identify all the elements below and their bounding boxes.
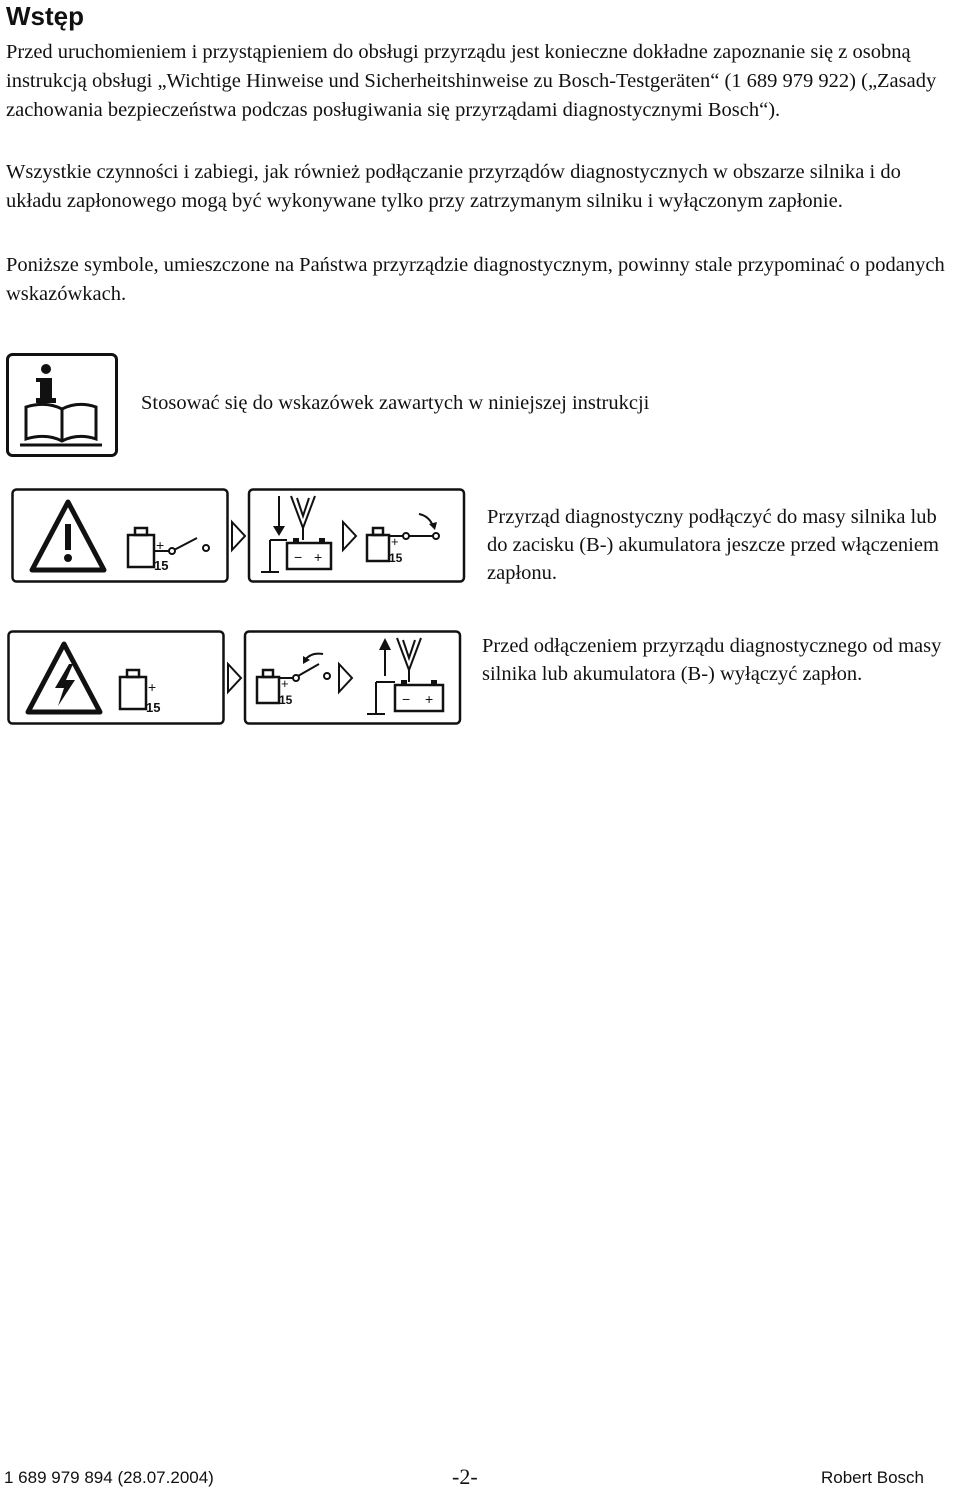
page-title: Wstęp (6, 1, 84, 31)
terminal-15-label-3: 15 (146, 700, 161, 715)
connect-ground-icon (11, 488, 466, 583)
disconnect-ground-icon (7, 630, 462, 725)
terminal-15-label-2: 15 (389, 551, 403, 565)
terminal-plus-3: + (148, 679, 157, 695)
battery-plus-label-2: + (425, 691, 434, 707)
terminal-15-label-4: 15 (279, 693, 293, 707)
footer-doc-number: 1 689 979 894 (28.07.2004) (4, 1468, 214, 1487)
page-footer (0, 1464, 960, 1494)
footer-company: Robert Bosch (821, 1468, 924, 1487)
intro-paragraph: Przed uruchomieniem i przystąpieniem do obsługi przyrządu jest konieczne dokładne zapoznanie się z osobną instrukcją obsługi „Wichtige Hinweise und Sicherheitshinweise zu Bosch-Testgeräten“ (1 689 979 922) („Zasady zachowania bezpieczeństwa podczas posługiwania się przyrządami diagnostycznymi Bosch“). (6, 41, 937, 121)
symbols-paragraph: Poniższe symbole, umieszczone na Państwa przyrządzie diagnostycznym, powinny stale przypominać o podanych wskazówkach. (6, 254, 945, 305)
battery-plus-label: + (314, 549, 323, 565)
battery-minus-label: − (294, 549, 303, 565)
terminal-plus: + (156, 537, 165, 553)
terminal-15-label: 15 (154, 558, 169, 573)
symbol-disconnect-text: Przed odłączeniem przyrządu diagnostycznego od masy silnika lub akumulatora (B-) wyłączyć zapłon. (482, 635, 942, 685)
symbol-connect-text: Przyrząd diagnostyczny podłączyć do masy silnika lub do zacisku (B-) akumulatora jeszcze przed włączeniem zapłonu. (487, 506, 939, 584)
terminal-plus-4: + (281, 676, 289, 691)
symbol-manual-text: Stosować się do wskazówek zawartych w niniejszej instrukcji (141, 392, 650, 414)
footer-page-number: -2- (452, 1464, 478, 1489)
safety-paragraph: Wszystkie czynności i zabiegi, jak również podłączanie przyrządów diagnostycznych w obszarze silnika i do układu zapłonowego mogą być wykonywane tylko przy zatrzymanym silniku i wyłączonym zapłonie. (6, 161, 901, 212)
battery-minus-label-2: − (402, 691, 411, 707)
manual-info-icon (6, 353, 118, 457)
terminal-plus-2: + (391, 534, 399, 549)
